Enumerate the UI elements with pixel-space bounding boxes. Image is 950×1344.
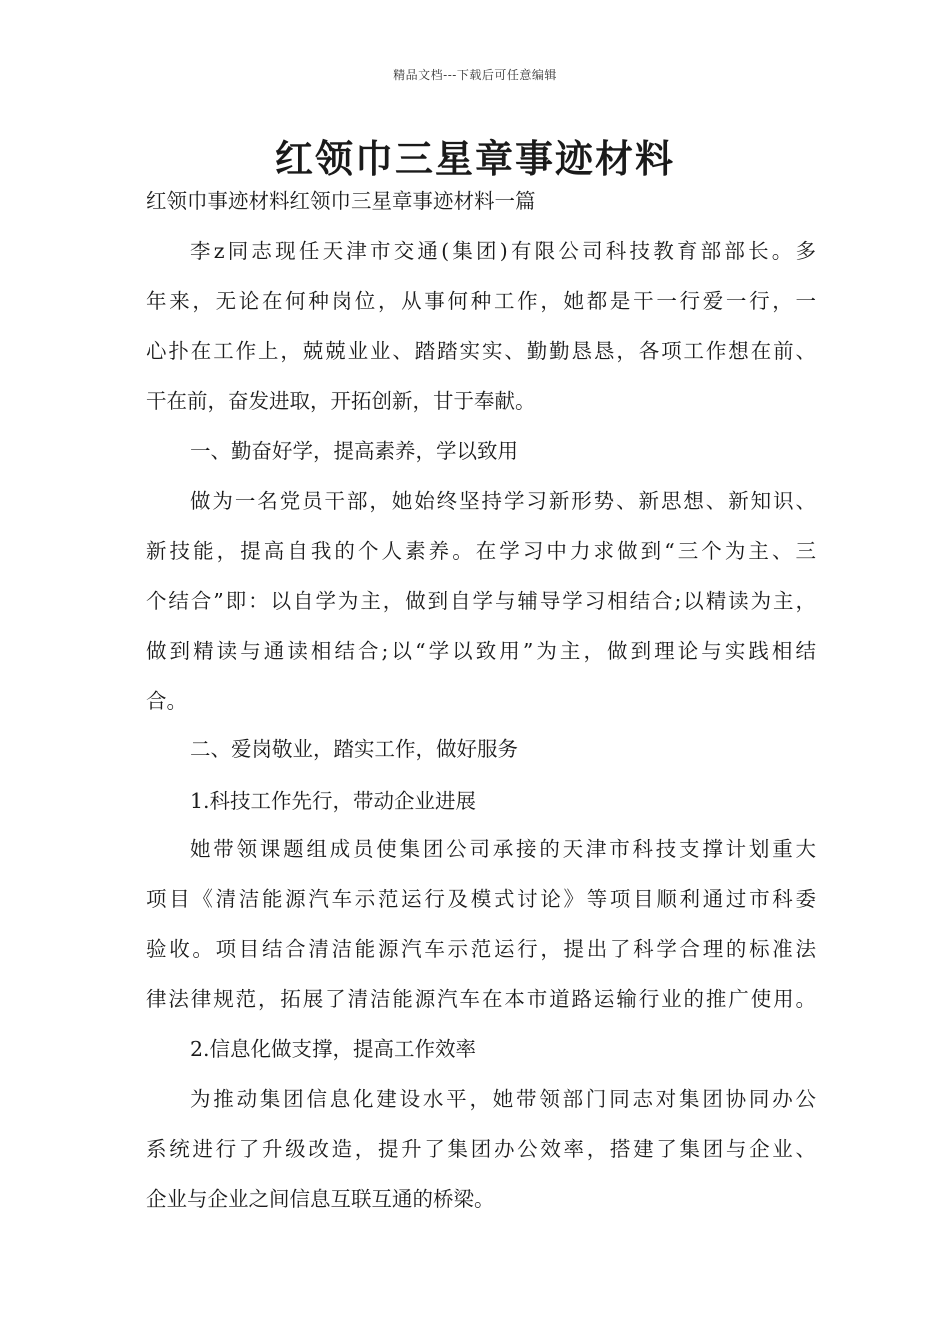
header-note: 精品文档---下载后可任意编辑 [393, 68, 557, 82]
document-title: 红领巾三星章事迹材料 [274, 137, 675, 181]
subsection-heading: 2.信息化做支撑，提高工作效率 [190, 1037, 477, 1061]
section-heading: 一、勤奋好学，提高素养，学以致用 [190, 439, 518, 463]
body-line: 心扑在工作上，兢兢业业、踏踏实实、勤勤恳恳，各项工作想在前、 [146, 339, 816, 363]
body-line: 做为一名党员干部，她始终坚持学习新形势、新思想、新知识、 [190, 489, 816, 513]
body-line: 干在前，奋发进取，开拓创新，甘于奉献。 [146, 389, 536, 413]
body-line: 项目《清洁能源汽车示范运行及模式讨论》等项目顺利通过市科委 [146, 887, 816, 911]
subsection-heading: 1.科技工作先行，带动企业进展 [190, 789, 477, 813]
document-subtitle: 红领巾事迹材料红领巾三星章事迹材料一篇 [146, 189, 536, 213]
body-line: 系统进行了升级改造，提升了集团办公效率，搭建了集团与企业、 [146, 1137, 816, 1161]
body-line: 合。 [146, 689, 187, 713]
body-line: 个结合”即：以自学为主，做到自学与辅导学习相结合;以精读为主， [146, 589, 816, 613]
body-line: 为推动集团信息化建设水平，她带领部门同志对集团协同办公 [190, 1087, 816, 1111]
body-line: 李z同志现任天津市交通(集团)有限公司科技教育部部长。多 [190, 239, 816, 263]
body-line: 验收。项目结合清洁能源汽车示范运行，提出了科学合理的标准法 [146, 937, 816, 961]
body-line: 企业与企业之间信息互联互通的桥梁。 [146, 1187, 495, 1211]
body-line: 她带领课题组成员使集团公司承接的天津市科技支撑计划重大 [190, 837, 816, 861]
body-line: 做到精读与通读相结合;以“学以致用”为主，做到理论与实践相结 [146, 639, 816, 663]
body-line: 新技能，提高自我的个人素养。在学习中力求做到“三个为主、三 [146, 539, 816, 563]
body-line: 年来，无论在何种岗位，从事何种工作，她都是干一行爱一行，一 [146, 289, 816, 313]
body-line: 律法律规范，拓展了清洁能源汽车在本市道路运输行业的推广使用。 [146, 987, 816, 1011]
section-heading: 二、爱岗敬业，踏实工作，做好服务 [190, 737, 518, 761]
